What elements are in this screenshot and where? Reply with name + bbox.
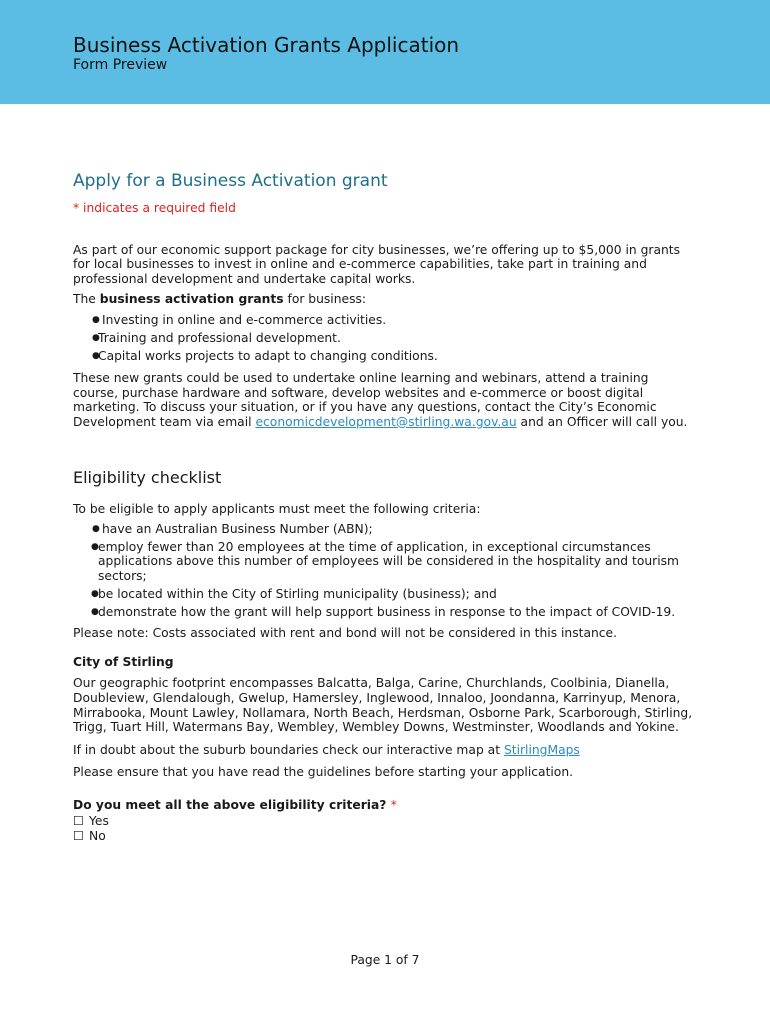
checkbox-icon[interactable]: ☐ <box>73 829 85 844</box>
criteria-intro: To be eligible to apply applicants must meet the following criteria: <box>73 501 481 516</box>
form-heading: Apply for a Business Activation grant <box>73 171 388 191</box>
intro-paragraph: As part of our economic support package for city businesses, we’re offering up to $5,000 in grants for local businesses to invest in online and e-commerce capabilities, take part in training and professional development and undertake capital works. <box>73 242 681 286</box>
grants-lead-bold: business activation grants <box>99 292 284 307</box>
bullet-icon: ● <box>91 541 99 552</box>
stirlingmaps-link[interactable]: StirlingMaps <box>503 742 580 757</box>
option-yes[interactable] <box>73 814 693 829</box>
list-item: ● Capital works projects to adapt to changing conditions. <box>92 348 438 363</box>
grants-lead: The business activation grants for business: <box>73 292 367 307</box>
criteria-list <box>73 522 693 619</box>
list-item: ● employ fewer than 20 employees at the time of application, in exceptional circumstances applications above this number of employees will be considered in the hospitality and tourism sectors; <box>91 539 680 584</box>
bullet-icon: ● <box>92 350 100 361</box>
guidelines-note: Please ensure that you have read the guidelines before starting your application. <box>73 765 574 780</box>
list-item: ● Investing in online and e-commerce activities. <box>92 312 387 327</box>
list-item: ● Training and professional development. <box>92 330 341 345</box>
bullet-icon: ● <box>92 524 100 535</box>
bullet-icon: ● <box>91 606 99 617</box>
page-title: Business Activation Grants Application <box>73 33 460 57</box>
bullet-icon: ● <box>92 332 100 343</box>
required-marker: * <box>390 797 397 812</box>
required-note: * indicates a required field <box>73 201 236 215</box>
form-content <box>73 170 693 844</box>
option-yes-label: Yes <box>89 813 109 828</box>
page-subtitle: Form Preview <box>73 57 168 73</box>
suburbs-paragraph: Our geographic footprint encompasses Balcatta, Balga, Carine, Churchlands, Coolbinia, Dianella, Doubleview, Glendalough, Gwelup, Hamersley, Inglewood, Innaloo, Joondanna, Karrinyup, Menora, Mirrabooka, Mount Lawley, Nollamara, North Beach, Herdsman, Osborne Park, Scarborough, Stirling, Trigg, Tuart Hill, Watermans Bay, Wembley, Wembley Downs, Westminster, Woodlands and Yokine. <box>73 676 693 735</box>
option-no-label: No <box>89 829 106 844</box>
city-heading: City of Stirling <box>73 654 174 669</box>
list-item: ● be located within the City of Stirling municipality (business); and <box>91 586 497 601</box>
contact-email-link[interactable]: economicdevelopment@stirling.wa.gov.au <box>255 414 517 429</box>
grant-items-list <box>73 313 693 363</box>
checkbox-icon[interactable]: ☐ <box>73 813 85 828</box>
grants-paragraph: These new grants could be used to undertake online learning and webinars, attend a training course, purchase hardware and software, develop websites and e-commerce or boost digital marketing. To discuss your situation, or if you have any questions, contact the City’s Economic Development team via email economicdevelopment@stirling.wa.gov.au and an Officer will call you. <box>73 371 688 429</box>
option-no[interactable] <box>73 829 693 844</box>
bullet-icon: ● <box>92 314 100 325</box>
page-header <box>0 0 770 104</box>
map-paragraph: If in doubt about the suburb boundaries check our interactive map at StirlingMaps <box>73 742 580 757</box>
eligibility-heading: Eligibility checklist <box>73 467 222 487</box>
bullet-icon: ● <box>91 588 99 599</box>
list-item: ● demonstrate how the grant will help support business in response to the impact of COVID-19. <box>91 604 676 619</box>
costs-note: Please note: Costs associated with rent and bond will not be considered in this instance. <box>73 626 618 641</box>
eligibility-question: Do you meet all the above eligibility criteria? * <box>73 797 397 812</box>
list-item: ● have an Australian Business Number (ABN); <box>92 522 373 537</box>
page-number: Page 1 of 7 <box>350 953 420 967</box>
